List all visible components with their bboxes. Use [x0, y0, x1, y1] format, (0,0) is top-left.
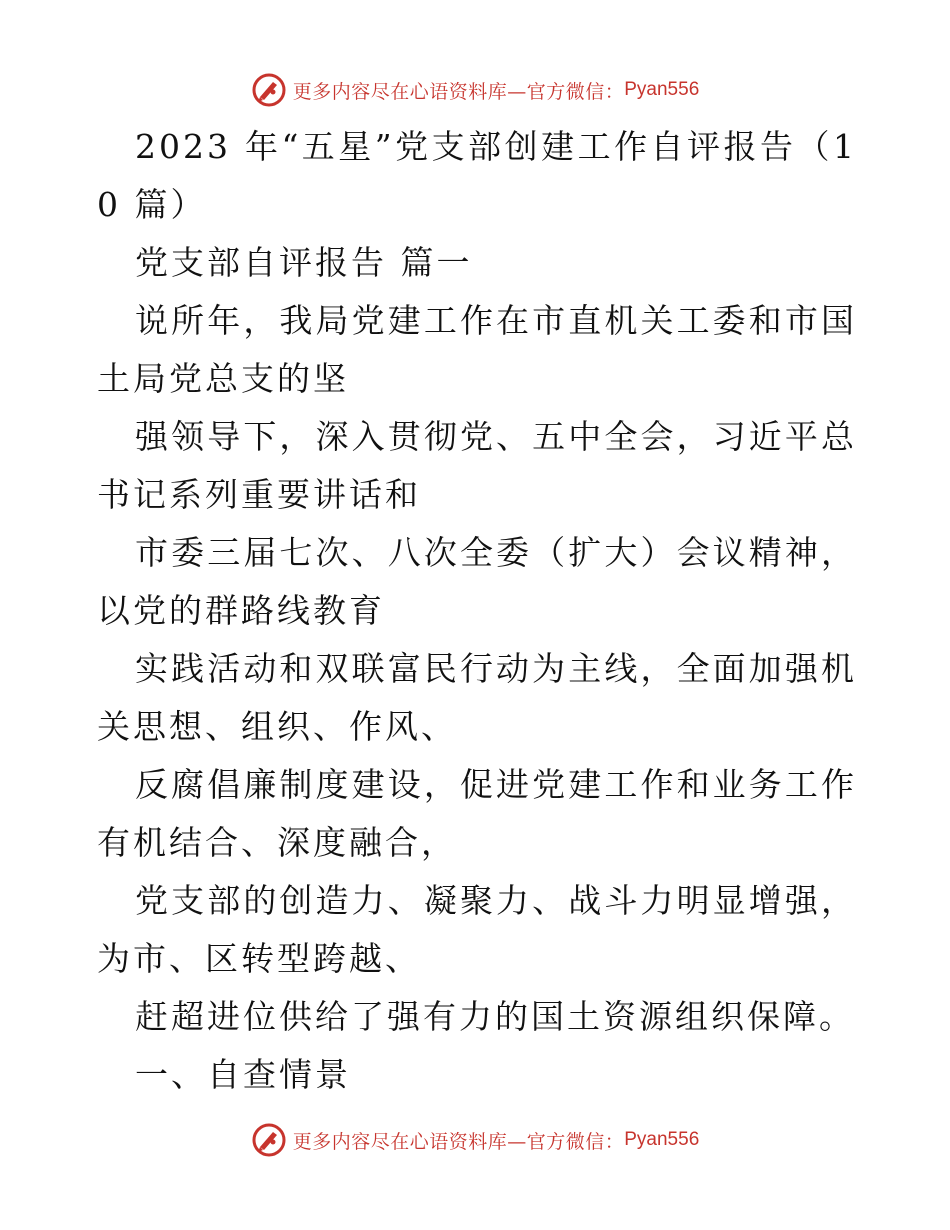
- document-title: 2023 年“五星”党支部创建工作自评报告（10 篇）: [97, 127, 857, 224]
- body-paragraph: 反腐倡廉制度建设，促进党建工作和业务工作有机结合、深度融合，: [97, 765, 857, 862]
- body-paragraph: 赶超进位供给了强有力的国土资源组织保障。: [135, 997, 855, 1036]
- watermark-text: 更多内容尽在心语资料库—官方微信：: [292, 1130, 625, 1153]
- section-heading: 党支部自评报告 篇一: [135, 243, 473, 282]
- footer-watermark: [0, 1118, 950, 1162]
- document-body: [97, 118, 857, 1104]
- pen-circle-logo-icon: [251, 1122, 287, 1158]
- body-paragraph: 党支部的创造力、凝聚力、战斗力明显增强，为市、区转型跨越、: [97, 881, 857, 978]
- body-paragraph: 实践活动和双联富民行动为主线，全面加强机关思想、组织、作风、: [97, 649, 857, 746]
- watermark-wechat-id: Pyan556: [624, 79, 700, 100]
- watermark-wechat-id: Pyan556: [624, 1129, 700, 1150]
- body-paragraph: 市委三届七次、八次全委（扩大）会议精神，以党的群路线教育: [97, 533, 857, 630]
- watermark-text: 更多内容尽在心语资料库—官方微信：: [292, 80, 625, 103]
- header-watermark: [0, 68, 950, 112]
- body-paragraph: 说所年，我局党建工作在市直机关工委和市国土局党总支的坚: [97, 301, 857, 398]
- subsection-heading: 一、自查情景: [135, 1055, 351, 1094]
- pen-circle-logo-icon: [251, 72, 287, 108]
- body-paragraph: 强领导下，深入贯彻党、五中全会，习近平总书记系列重要讲话和: [97, 417, 857, 514]
